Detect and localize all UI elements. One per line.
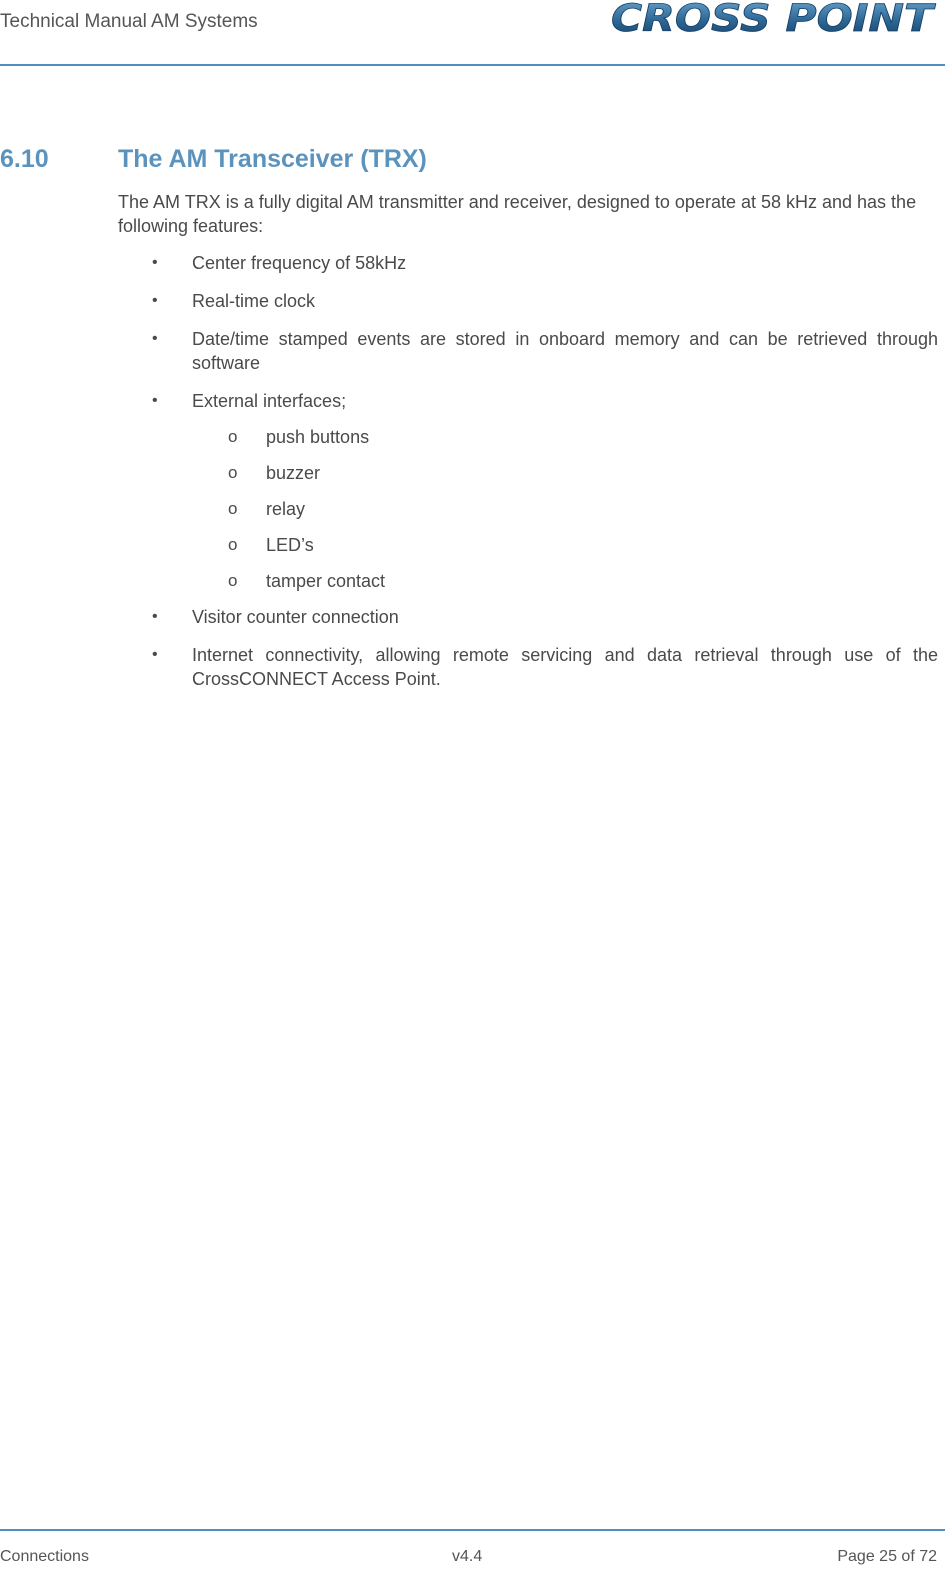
svg-text:CROSS POINT: CROSS POINT: [611, 0, 937, 38]
sub-list-item: [0, 533, 945, 557]
sub-list-item-text: LED’s: [266, 535, 314, 555]
list-item: [0, 289, 945, 313]
bullet-marker: •: [152, 392, 158, 409]
sub-list-item-text: buzzer: [266, 463, 321, 483]
list-item: [0, 605, 945, 629]
list-item-text: Date/time stamped events are stored in onboard memory and can be retrieved through software: [192, 329, 938, 373]
bullet-marker: •: [152, 646, 158, 663]
bullet-marker: •: [152, 330, 158, 347]
section-number: 6.10: [0, 145, 49, 173]
sub-bullet-marker: o: [228, 571, 238, 590]
cross-point-logo: [609, 0, 939, 38]
bullet-marker: •: [152, 608, 158, 625]
list-item-text: Real-time clock: [192, 291, 316, 311]
footer-divider: [0, 1529, 945, 1531]
sub-bullet-marker: o: [228, 499, 238, 518]
sub-list-item-text: relay: [266, 499, 306, 519]
page-header: [0, 0, 945, 66]
intro-paragraph: The AM TRX is a fully digital AM transmitter and receiver, designed to operate at 58 kHz and has the following features:: [118, 192, 917, 236]
bullet-marker: •: [152, 292, 158, 309]
sub-bullet-marker: o: [228, 535, 238, 554]
document-title: Technical Manual AM Systems: [0, 11, 258, 32]
list-item-text: Visitor counter connection: [192, 607, 399, 627]
feature-list: [0, 251, 945, 705]
page-number: Page 25 of 72: [837, 1548, 937, 1565]
sub-bullet-marker: o: [228, 463, 238, 482]
sub-list-item: [0, 425, 945, 449]
sub-bullet-marker: o: [228, 427, 238, 446]
sub-list-item: [0, 569, 945, 593]
list-item-text: Internet connectivity, allowing remote servicing and data retrieval through use of the CrossCONNECT Access Point.: [192, 645, 938, 689]
footer-chapter: Connections: [0, 1548, 89, 1565]
sub-list-item: [0, 497, 945, 521]
sub-list-item-text: push buttons: [266, 427, 370, 447]
list-item: [0, 327, 945, 375]
sub-list-item: [0, 461, 945, 485]
section-title: The AM Transceiver (TRX): [118, 145, 427, 173]
header-divider: [0, 64, 945, 66]
list-item-text: Center frequency of 58kHz: [192, 253, 407, 273]
footer-version: v4.4: [452, 1548, 483, 1565]
section-heading: [0, 145, 427, 174]
sub-list-item-text: tamper contact: [266, 571, 386, 591]
list-item: [0, 251, 945, 275]
list-item: [0, 643, 945, 691]
list-item: [0, 389, 945, 413]
bullet-marker: •: [152, 254, 158, 271]
list-item-text: External interfaces;: [192, 391, 347, 411]
